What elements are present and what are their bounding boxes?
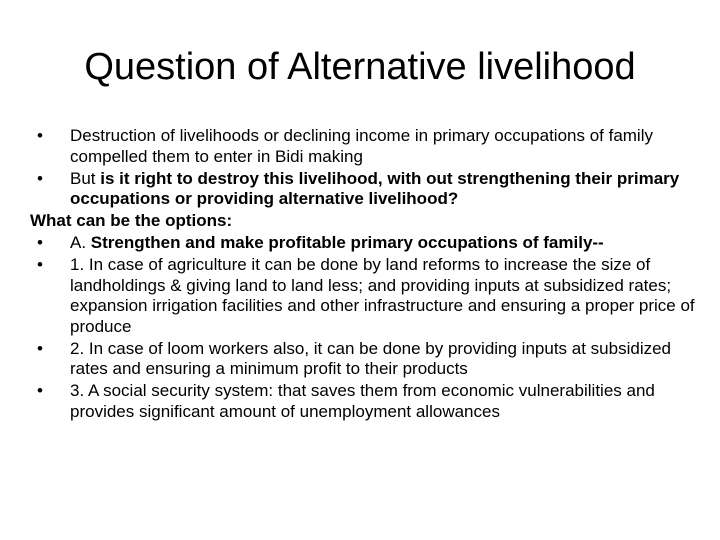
bullet-text: Destruction of livelihoods or declining income in primary occupations of family compelled them to enter in Bidi making — [70, 126, 653, 166]
bullet-bold-text: Strengthen and make profitable primary occupations of family-- — [90, 233, 604, 252]
bullet-dot: • — [37, 381, 43, 400]
bullet-option-3 — [30, 381, 700, 422]
bullet-dot: • — [37, 126, 43, 145]
bullet-lead-text: But — [70, 168, 101, 188]
bullet-dot: • — [37, 338, 43, 358]
bullet-bold-text: is it right to destroy this livelihood, with out strengthening their primary occupations or providing alternative livelihood? — [70, 168, 680, 208]
slide-title: Question of Alternative livelihood — [84, 46, 636, 88]
bullet-lead-text: A. — [70, 233, 91, 252]
bullet-dot: • — [37, 255, 43, 274]
bullet-dot: • — [37, 233, 43, 252]
bullet-destruction — [30, 126, 700, 167]
bullet-dot: • — [37, 168, 43, 188]
bullet-right-question — [30, 169, 700, 210]
bullet-text: 1. In case of agriculture it can be done by land reforms to increase the size of landholdings & giving land to land less; and providing inputs at subsidized rates; expansion irrigation facilities and other infrastructure and ensuring a proper price of produce — [70, 255, 695, 336]
slide-body — [30, 126, 700, 424]
bullet-text: 3. A social security system: that saves them from economic vulnerabilities and provides significant amount of unemployment allowances — [70, 381, 655, 421]
options-heading: What can be the options: — [30, 211, 233, 230]
bullet-option-2 — [30, 339, 700, 380]
bullet-option-1 — [30, 255, 700, 337]
bullet-option-a — [30, 233, 700, 254]
bullet-text: 2. In case of loom workers also, it can be done by providing inputs at subsidized rates and ensuring a minimum profit to their products — [70, 338, 672, 378]
